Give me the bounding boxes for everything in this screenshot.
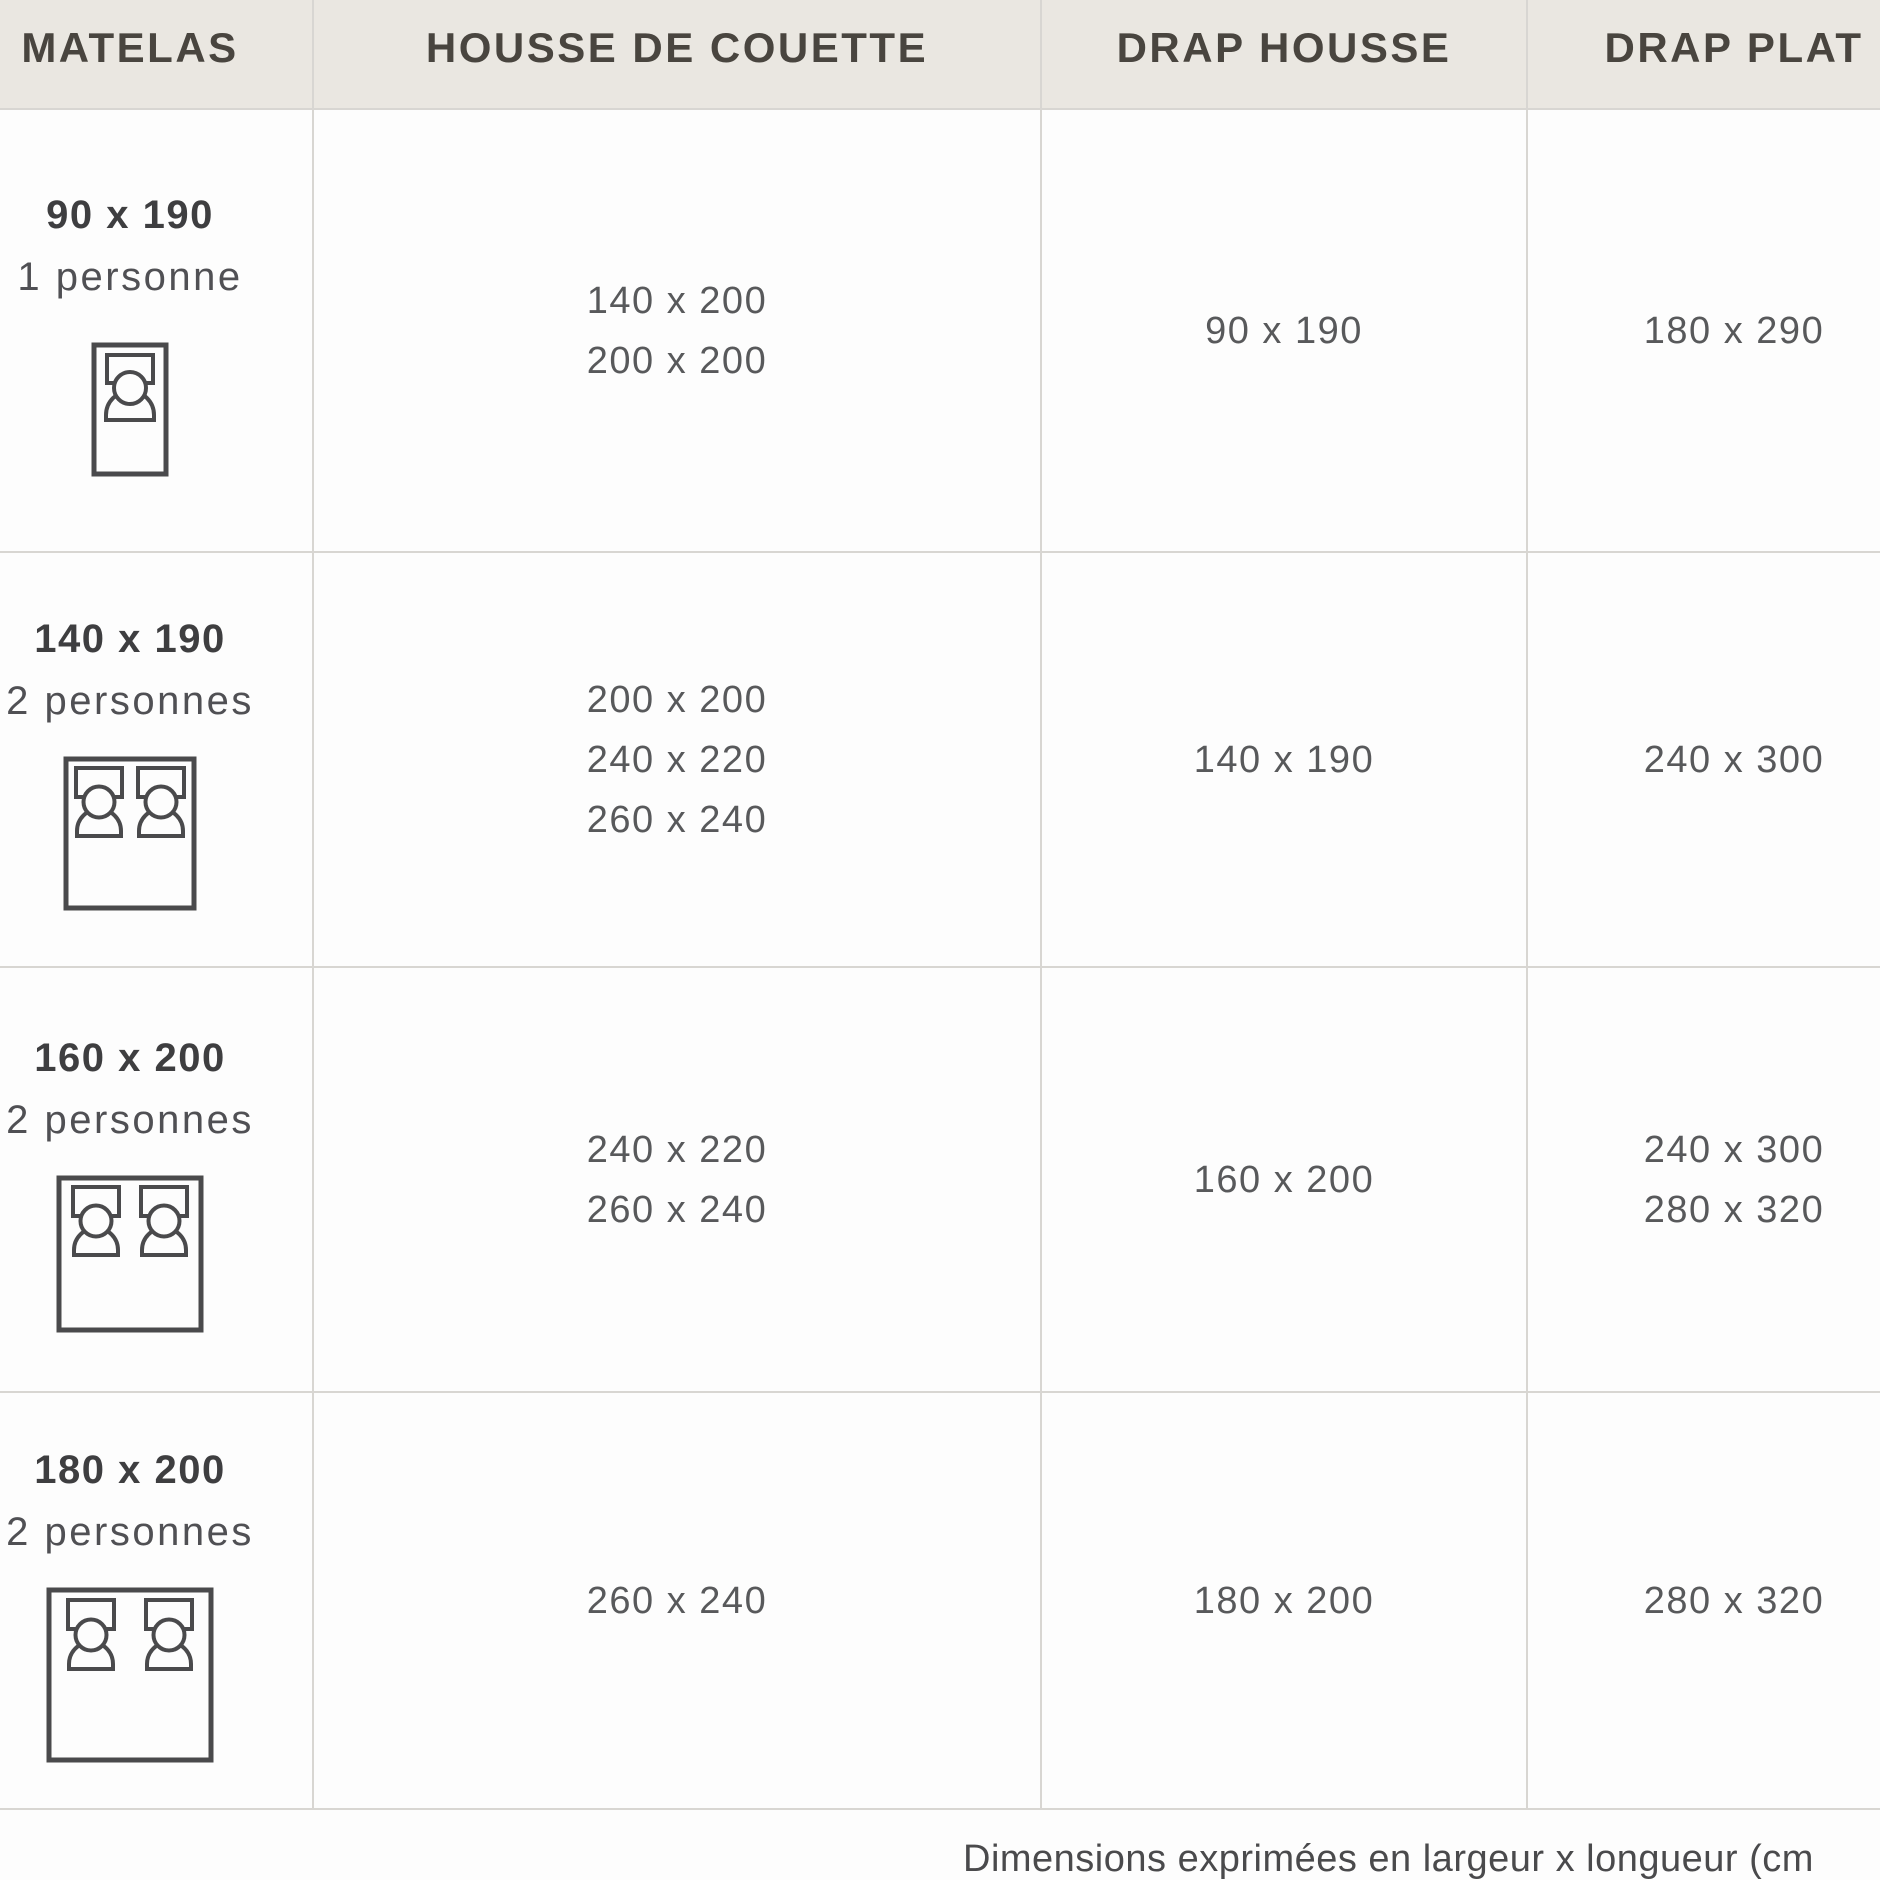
mattress-size-label: 180 x 200 bbox=[34, 1447, 226, 1492]
persons-label: 2 personnes bbox=[6, 1097, 254, 1142]
dimensions-note: Dimensions exprimées en largeur x longueur (cm bbox=[963, 1838, 1814, 1880]
drap-housse-cell bbox=[1042, 1393, 1528, 1810]
drap-plat-cell bbox=[1528, 1393, 1880, 1810]
matelas-cell-180x200 bbox=[0, 1393, 314, 1810]
mattress-size-label: 140 x 190 bbox=[34, 617, 226, 661]
column-header-drap-plat bbox=[1528, 0, 1880, 110]
housse-de-couette-cell bbox=[314, 1393, 1042, 1810]
size-value: 240 x 220 bbox=[586, 738, 768, 781]
size-value: 260 x 240 bbox=[586, 798, 768, 841]
size-value: 180 x 290 bbox=[1643, 309, 1825, 352]
drap-housse-cell bbox=[1042, 110, 1528, 553]
matelas-cell-160x200 bbox=[0, 968, 314, 1393]
size-value: 180 x 200 bbox=[1193, 1579, 1375, 1622]
column-header-drap-housse bbox=[1042, 0, 1528, 110]
size-value: 200 x 200 bbox=[586, 678, 768, 721]
bed-2-persons-icon bbox=[46, 1587, 214, 1763]
column-header-matelas bbox=[0, 0, 314, 110]
drap-housse-cell bbox=[1042, 553, 1528, 968]
persons-label: 1 personne bbox=[17, 255, 243, 299]
size-value: 240 x 220 bbox=[586, 1128, 768, 1171]
persons-label: 2 personnes bbox=[6, 679, 254, 723]
size-value: 280 x 320 bbox=[1643, 1188, 1825, 1231]
drap-plat-cell bbox=[1528, 110, 1880, 553]
column-header-label: DRAP PLAT bbox=[1604, 24, 1864, 71]
size-value: 160 x 200 bbox=[1193, 1158, 1375, 1201]
mattress-size-label: 90 x 190 bbox=[46, 193, 214, 237]
mattress-size-label: 160 x 200 bbox=[34, 1035, 226, 1080]
drap-plat-cell bbox=[1528, 553, 1880, 968]
drap-housse-cell bbox=[1042, 968, 1528, 1393]
column-header-label: DRAP HOUSSE bbox=[1116, 24, 1452, 71]
bed-1-person-icon bbox=[91, 342, 169, 477]
housse-de-couette-cell bbox=[314, 968, 1042, 1393]
bed-2-persons-icon bbox=[56, 1175, 204, 1333]
housse-de-couette-cell bbox=[314, 110, 1042, 553]
bed-2-persons-icon bbox=[63, 756, 197, 911]
size-value: 260 x 240 bbox=[586, 1188, 768, 1231]
size-value: 280 x 320 bbox=[1643, 1579, 1825, 1622]
size-value: 240 x 300 bbox=[1643, 1128, 1825, 1171]
matelas-cell-140x190 bbox=[0, 553, 314, 968]
persons-label: 2 personnes bbox=[6, 1509, 254, 1554]
size-value: 140 x 190 bbox=[1193, 738, 1375, 781]
size-value: 260 x 240 bbox=[586, 1579, 768, 1622]
column-header-label: MATELAS bbox=[21, 24, 239, 71]
drap-plat-cell bbox=[1528, 968, 1880, 1393]
size-value: 240 x 300 bbox=[1643, 738, 1825, 781]
matelas-cell-90x190 bbox=[0, 110, 314, 553]
size-value: 200 x 200 bbox=[586, 339, 768, 382]
column-header-label: HOUSSE DE COUETTE bbox=[425, 24, 929, 71]
housse-de-couette-cell bbox=[314, 553, 1042, 968]
column-header-housse-de-couette bbox=[314, 0, 1042, 110]
size-value: 140 x 200 bbox=[586, 279, 768, 322]
size-value: 90 x 190 bbox=[1205, 309, 1363, 352]
